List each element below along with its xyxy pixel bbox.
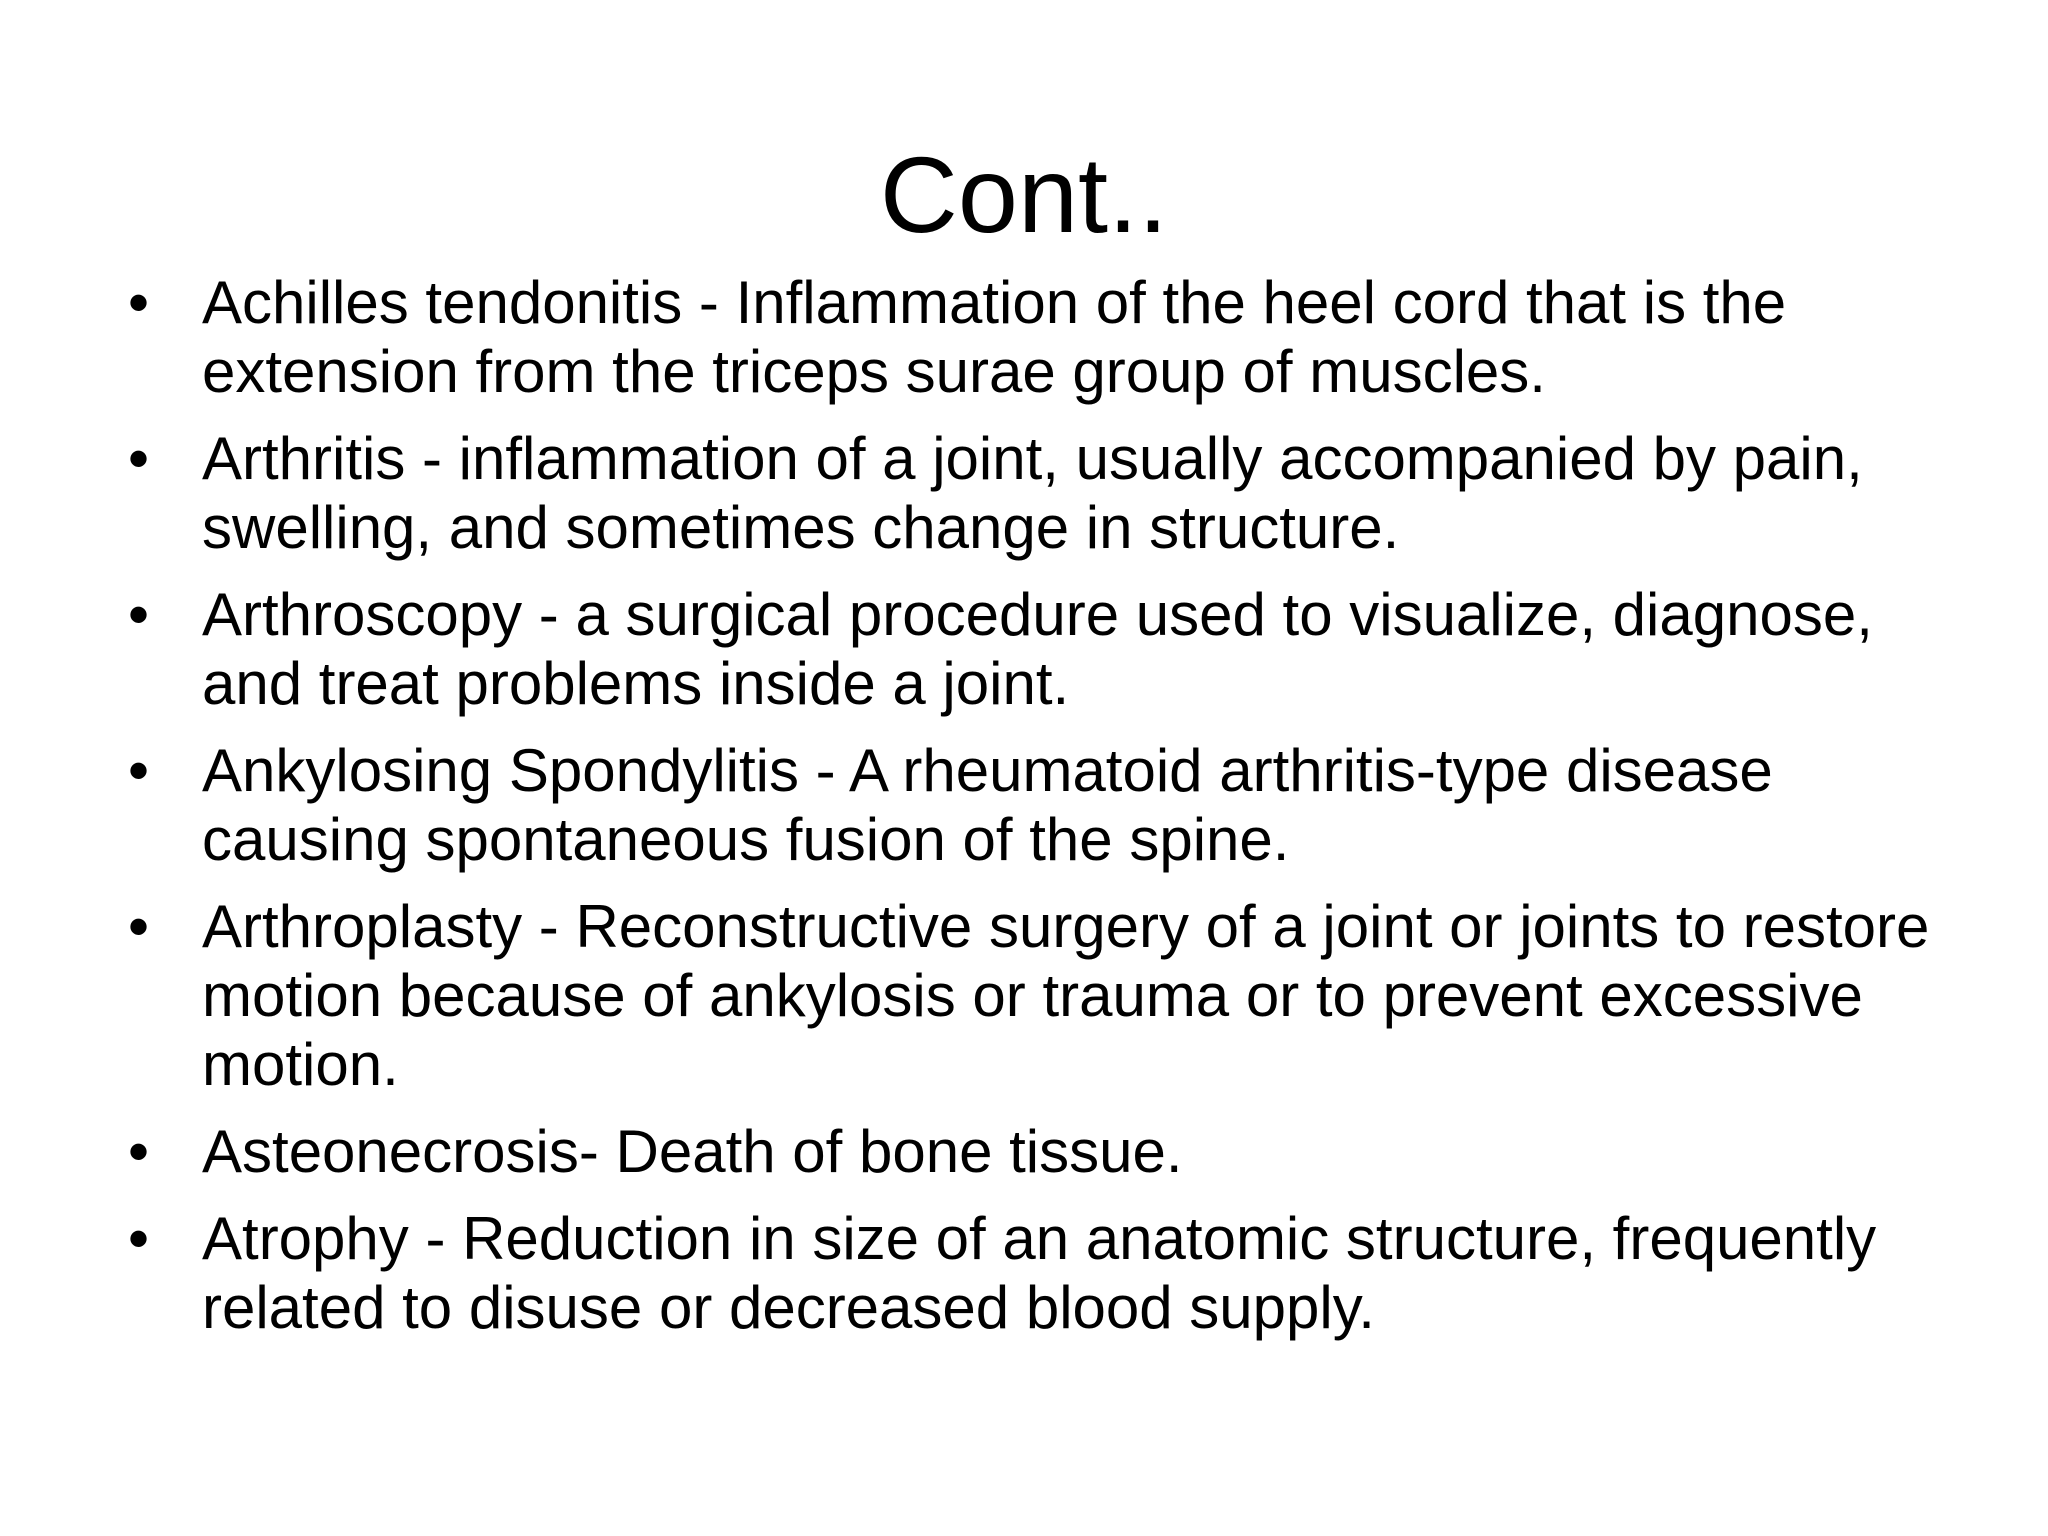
list-item-text: Arthroscopy - a surgical procedure used to visualize, diagnose, and treat problems inside a joint. [202, 581, 1873, 717]
list-item [120, 736, 1980, 874]
bullet-icon: • [128, 1118, 150, 1185]
list-item [120, 1117, 1980, 1186]
slide-title: Cont.. [879, 134, 1169, 255]
list-item-text: Asteonecrosis- Death of bone tissue. [202, 1118, 1183, 1185]
bullet-icon: • [128, 737, 150, 804]
list-item [120, 892, 1980, 1099]
bullet-icon: • [128, 269, 150, 336]
bullet-icon: • [128, 1205, 150, 1272]
bullet-icon: • [128, 893, 150, 960]
list-item-text: Atrophy - Reduction in size of an anatomic structure, frequently related to disuse or decreased blood supply. [202, 1205, 1877, 1341]
bullet-icon: • [128, 581, 150, 648]
list-item-text: Achilles tendonitis - Inflammation of the heel cord that is the extension from the triceps surae group of muscles. [202, 269, 1787, 405]
list-item [120, 268, 1980, 406]
list-item-text: Arthritis - inflammation of a joint, usually accompanied by pain, swelling, and sometimes change in structure. [202, 425, 1863, 561]
list-item [120, 1204, 1980, 1342]
bullet-list [120, 268, 1980, 1360]
bullet-icon: • [128, 425, 150, 492]
list-item [120, 580, 1980, 718]
list-item-text: Ankylosing Spondylitis - A rheumatoid arthritis-type disease causing spontaneous fusion of the spine. [202, 737, 1773, 873]
list-item-text: Arthroplasty - Reconstructive surgery of a joint or joints to restore motion because of ankylosis or trauma or to prevent excessive motion. [202, 893, 1930, 1098]
list-item [120, 424, 1980, 562]
